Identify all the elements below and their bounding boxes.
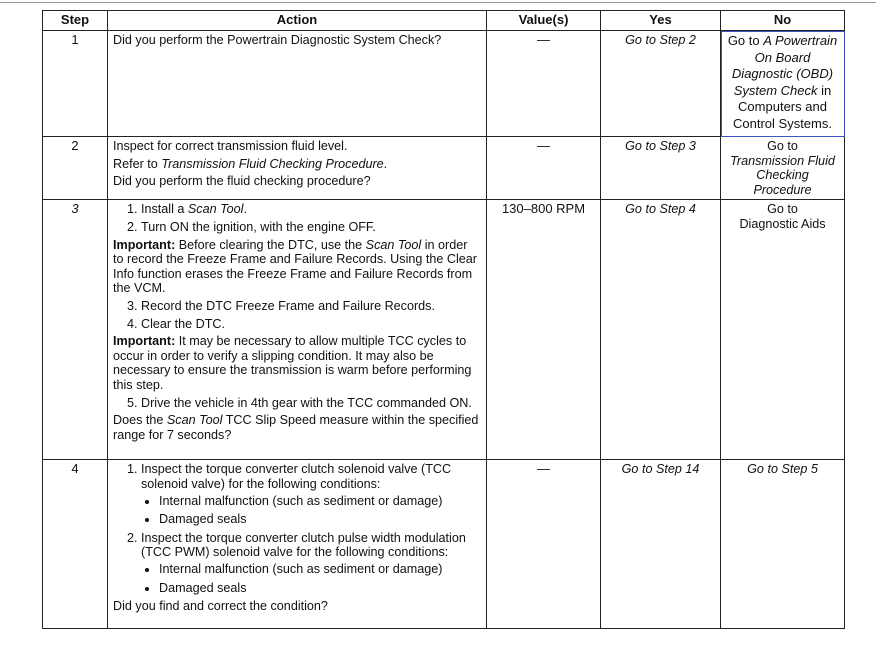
- action-question: Did you find and correct the condition?: [113, 599, 328, 614]
- obd-system-check-link[interactable]: A Powertrain On Board Diagnostic (OBD) System Check: [731, 33, 838, 98]
- header-yes: Yes: [601, 11, 721, 31]
- list-item: 2. Inspect the torque converter clutch pulse width modulation (TCC PWM) solenoid valve for the following conditions: • Internal malfunction (such as sediment or damage) • Damaged seals: [141, 531, 481, 595]
- header-row: [43, 11, 845, 31]
- header-values: Value(s): [487, 11, 601, 31]
- value-cell: —: [487, 137, 601, 200]
- no-in-label: in: [821, 82, 832, 98]
- action-cell: [108, 200, 487, 460]
- value-cell: 130–800 RPM: [487, 200, 601, 460]
- diagnostic-aids-link[interactable]: Diagnostic Aids: [739, 216, 826, 231]
- list-item: • Damaged seals: [159, 512, 481, 527]
- list-item: 1. Install a Scan Tool.: [141, 202, 481, 217]
- list-item: 5. Drive the vehicle in 4th gear with the TCC commanded ON.: [141, 396, 481, 411]
- substeps-list: [113, 299, 481, 331]
- important-note: Important: Before clearing the DTC, use the Scan Tool in order to record the Freeze Frame and Failure Records. Using the Clear Info function erases the Freeze Frame and Failure Records from the VCM.: [113, 237, 477, 296]
- computers-control-systems-ref: Computers and Control Systems.: [733, 99, 832, 131]
- value-cell: —: [487, 31, 601, 137]
- scan-tool-ref: Scan Tool: [187, 202, 244, 217]
- substeps-list: [113, 202, 481, 234]
- action-cell: [108, 31, 487, 137]
- value-cell: —: [487, 460, 601, 629]
- action-line-refer: [113, 157, 481, 172]
- header-step: Step: [43, 11, 108, 31]
- list-item: • Internal malfunction (such as sediment or damage): [159, 562, 481, 577]
- conditions-list: [141, 494, 481, 527]
- no-go-to-label: Go to: [767, 202, 798, 217]
- list-item: • Internal malfunction (such as sediment or damage): [159, 494, 481, 509]
- important-note: Important: It may be necessary to allow multiple TCC cycles to occur in order to verify a slipping condition. It may also be necessary to ensure the transmission is warm before performing this step.: [113, 334, 472, 392]
- no-cell-fluid-procedure[interactable]: [721, 137, 845, 200]
- action-cell: [108, 460, 487, 629]
- action-text: Did you perform the Powertrain Diagnostic System Check?: [113, 33, 442, 47]
- step-number: 3: [43, 200, 108, 460]
- yes-go-to-step-2[interactable]: Go to Step 2: [601, 31, 721, 137]
- action-question: Does the Scan Tool TCC Slip Speed measure within the specified range for 7 seconds?: [113, 413, 479, 442]
- no-cell-obd-link[interactable]: [721, 31, 845, 137]
- yes-go-to-step-14[interactable]: Go to Step 14: [601, 460, 721, 629]
- no-go-to-label: Go to: [727, 33, 760, 48]
- action-line: Inspect for correct transmission fluid level.: [113, 139, 348, 153]
- fluid-procedure-ref[interactable]: Transmission Fluid Checking Procedure: [161, 156, 384, 171]
- table-row-step-3: [43, 200, 845, 460]
- list-item: 3. Record the DTC Freeze Frame and Failure Records.: [141, 299, 481, 314]
- action-question: Did you perform the fluid checking procedure?: [113, 174, 371, 189]
- list-item: 4. Clear the DTC.: [141, 317, 481, 332]
- header-no: No: [721, 11, 845, 31]
- table-row-step-2: [43, 137, 845, 200]
- step-number: 4: [43, 460, 108, 629]
- refer-suffix: .: [383, 156, 388, 171]
- substeps-list: [113, 396, 481, 411]
- list-item: 1. Inspect the torque converter clutch solenoid valve (TCC solenoid valve) for the following conditions: • Internal malfunction (such as sediment or damage) • Damaged seals: [141, 462, 481, 526]
- fluid-checking-procedure-link[interactable]: Transmission Fluid Checking Procedure: [730, 153, 835, 197]
- conditions-list: [141, 562, 481, 595]
- no-go-to-step-5[interactable]: Go to Step 5: [721, 460, 845, 629]
- yes-go-to-step-3[interactable]: Go to Step 3: [601, 137, 721, 200]
- substeps-list: [113, 462, 481, 595]
- top-rule: [0, 2, 876, 3]
- header-action: Action: [108, 11, 487, 31]
- no-cell-diagnostic-aids[interactable]: [721, 200, 845, 460]
- step-number: 2: [43, 137, 108, 200]
- diagnostic-table: [42, 10, 845, 629]
- action-cell: [108, 137, 487, 200]
- table-row-step-4: [43, 460, 845, 629]
- table-row-step-1: [43, 31, 845, 137]
- step-number: 1: [43, 31, 108, 137]
- refer-prefix: Refer to: [113, 156, 158, 171]
- list-item: • Damaged seals: [159, 581, 481, 596]
- no-go-to-label: Go to: [767, 139, 798, 153]
- list-item: 2. Turn ON the ignition, with the engine OFF.: [141, 220, 481, 235]
- yes-go-to-step-4[interactable]: Go to Step 4: [601, 200, 721, 460]
